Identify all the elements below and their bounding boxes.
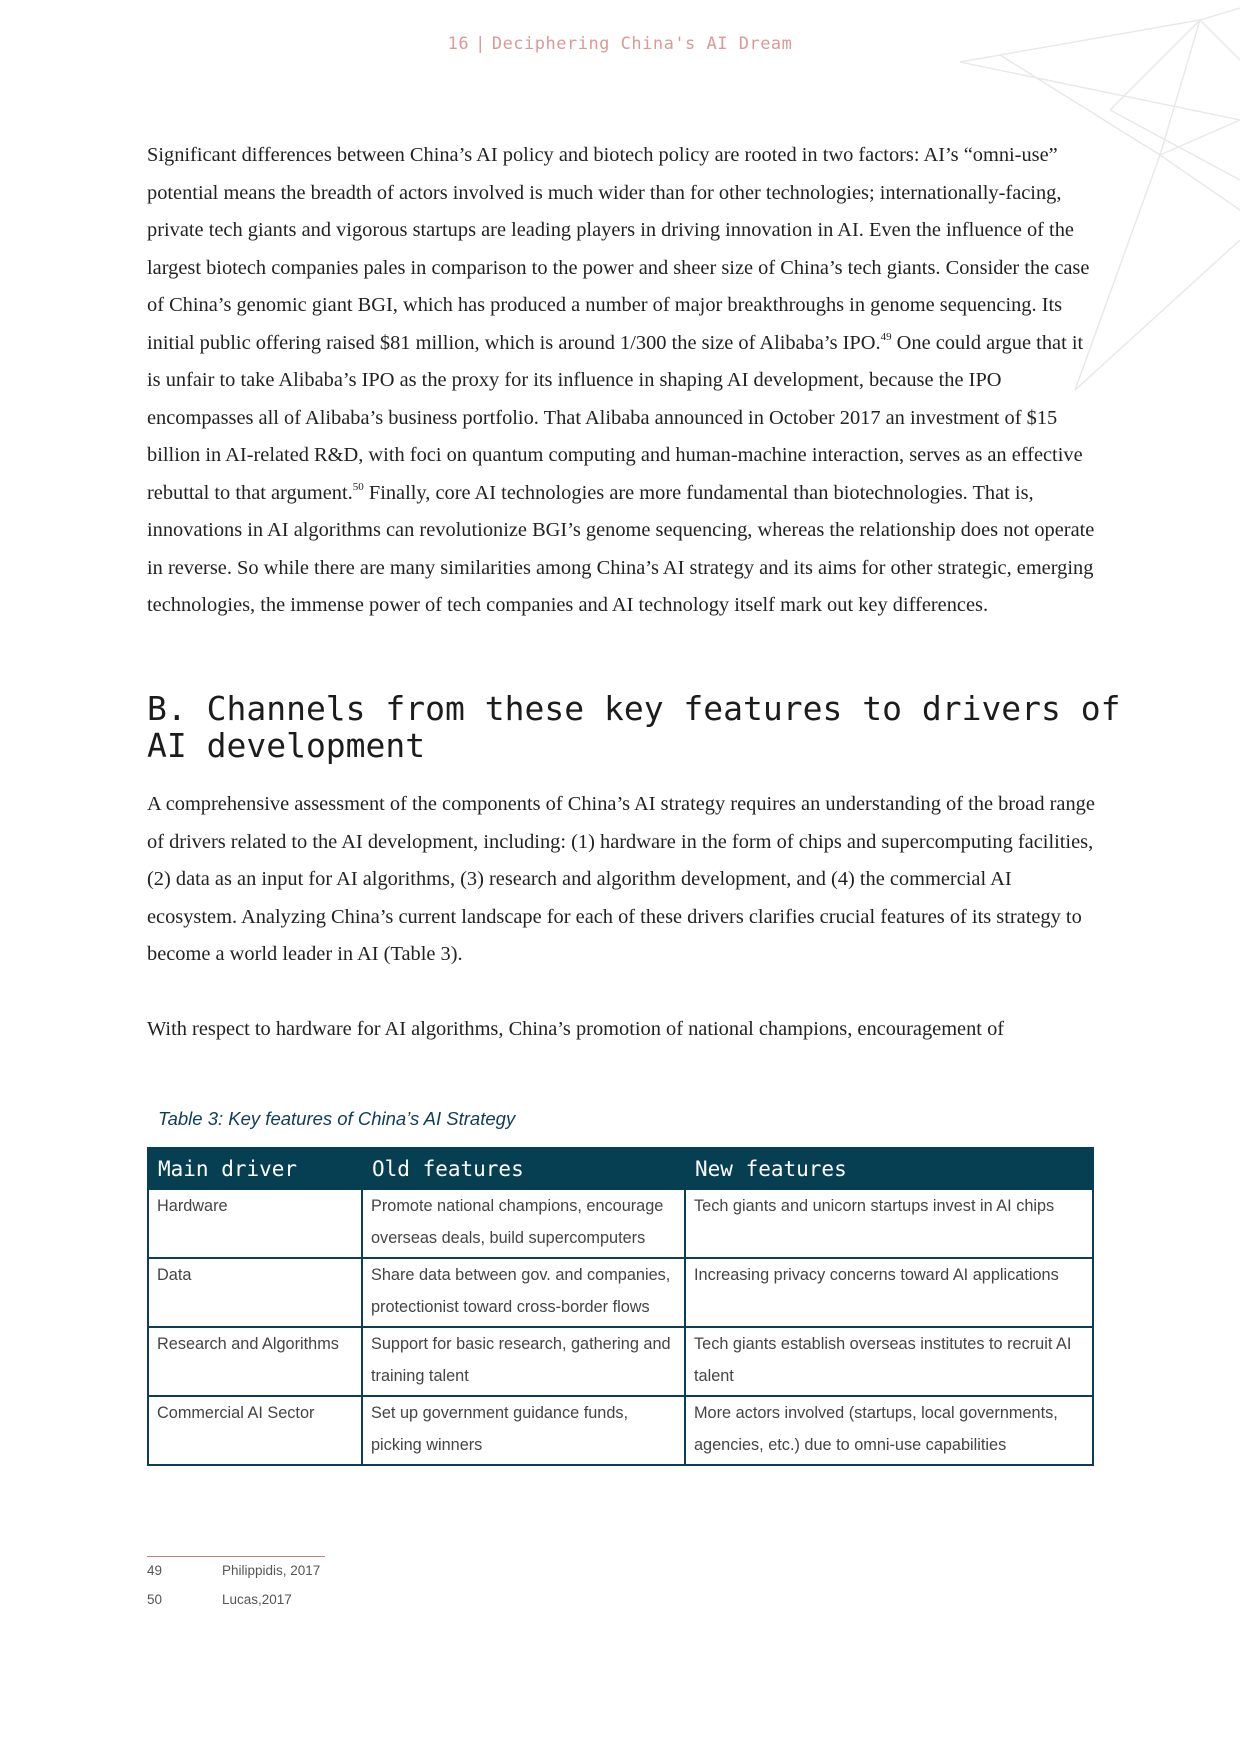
- footnote-text: Lucas,2017: [222, 1592, 292, 1607]
- table-row: [148, 1327, 1093, 1396]
- table-cell: Research and Algorithms: [148, 1327, 362, 1396]
- footnote: [147, 1592, 547, 1607]
- table-row: [148, 1258, 1093, 1327]
- key-features-table: [147, 1147, 1094, 1466]
- column-header-main-driver: Main driver: [148, 1148, 362, 1189]
- running-header: [0, 34, 1240, 54]
- running-title: Deciphering China's AI Dream: [491, 34, 793, 54]
- table-caption: Table 3: Key features of China’s AI Strategy: [158, 1108, 516, 1129]
- section-heading: B. Channels from these key features to drivers of AI development: [147, 689, 1121, 765]
- table-header-row: [148, 1148, 1093, 1189]
- body-paragraph: [147, 137, 1097, 625]
- page-number: 16: [447, 34, 470, 54]
- table-cell: Commercial AI Sector: [148, 1396, 362, 1465]
- footnote-divider: [147, 1556, 325, 1557]
- table-cell: Tech giants establish overseas institutes to recruit AI talent: [685, 1327, 1093, 1396]
- paragraph-text: Significant differences between China’s AI policy and biotech policy are rooted in two factors: AI’s “omni-use” potential means the breadth of actors involved is much wider than for other technologies; internationally-facing, private tech giants and vigorous startups are leading players in driving innovation in AI. Even the influence of the largest biotech companies pales in comparison to the power and sheer size of China’s tech giants. Consider the case of China’s genomic giant BGI, which has produced a number of major breakthroughs in genome sequencing. Its initial public offering raised $81 million, which is around 1/300 the size of Alibaba’s IPO.: [147, 144, 1090, 354]
- footnote-ref-49[interactable]: 49: [880, 330, 892, 343]
- table-cell: More actors involved (startups, local governments, agencies, etc.) due to omni-use capabilities: [685, 1396, 1093, 1465]
- paragraph-text: Finally, core AI technologies are more fundamental than biotechnologies. That is, innovations in AI algorithms can revolutionize BGI’s genome sequencing, whereas the relationship does not operate in reverse. So while there are many similarities among China’s AI strategy and its aims for other strategic, emerging technologies, the immense power of tech companies and AI technology itself mark out key differences.: [147, 481, 1095, 616]
- table-row: [148, 1396, 1093, 1465]
- body-paragraph: With respect to hardware for AI algorithms, China’s promotion of national champions, encouragement of: [147, 1018, 1005, 1040]
- footnote: [147, 1563, 547, 1578]
- body-paragraph: A comprehensive assessment of the components of China’s AI strategy requires an understanding of the broad range of drivers related to the AI development, including: (1) hardware in the form of chips and supercomputing facilities, (2) data as an input for AI algorithms, (3) research and algorithm development, and (4) the commercial AI ecosystem. Analyzing China’s current landscape for each of these drivers clarifies crucial features of its strategy to become a world leader in AI (Table 3).: [147, 793, 1095, 965]
- table-cell: Share data between gov. and companies, protectionist toward cross-border flows: [362, 1258, 685, 1327]
- table-cell: Hardware: [148, 1189, 362, 1258]
- column-header-old-features: Old features: [362, 1148, 685, 1189]
- table-row: [148, 1189, 1093, 1258]
- header-separator: |: [475, 34, 486, 54]
- footnote-text: Philippidis, 2017: [222, 1563, 321, 1578]
- table-cell: Set up government guidance funds, picking winners: [362, 1396, 685, 1465]
- paragraph-text: One could argue that it is unfair to take Alibaba’s IPO as the proxy for its influence in shaping AI development, because the IPO encompasses all of Alibaba’s business portfolio. That Alibaba announced in October 2017 an investment of $15 billion in AI-related R&D, with foci on quantum computing and human-machine interaction, serves as an effective rebuttal to that argument.: [147, 331, 1084, 504]
- table-cell: Promote national champions, encourage overseas deals, build supercomputers: [362, 1189, 685, 1258]
- table-cell: Increasing privacy concerns toward AI applications: [685, 1258, 1093, 1327]
- table-cell: Support for basic research, gathering and training talent: [362, 1327, 685, 1396]
- table-cell: Tech giants and unicorn startups invest in AI chips: [685, 1189, 1093, 1258]
- footnote-ref-50[interactable]: 50: [352, 480, 364, 493]
- footnote-number: 50: [147, 1592, 163, 1607]
- column-header-new-features: New features: [685, 1148, 1093, 1189]
- footnote-number: 49: [147, 1563, 163, 1578]
- table-cell: Data: [148, 1258, 362, 1327]
